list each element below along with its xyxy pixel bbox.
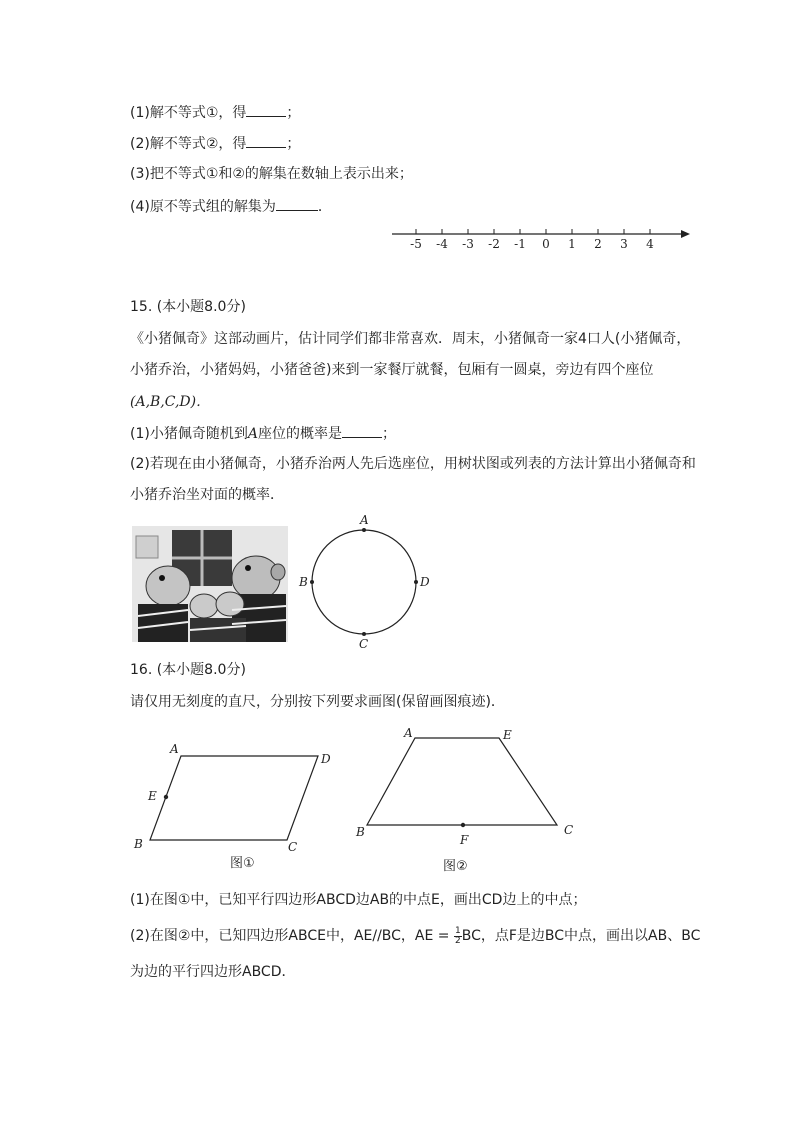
fig2-label-c: C [564, 823, 574, 837]
q15-sub1-suffix: 座位的概率是 [257, 426, 342, 442]
seat-point-b [310, 580, 314, 584]
label-c: C [359, 637, 369, 651]
number-line-tick-label: -2 [488, 237, 500, 251]
seat-circle-figure [295, 512, 455, 652]
answer-blank-q15[interactable] [342, 423, 382, 438]
number-line-arrow [681, 230, 690, 238]
answer-blank-2[interactable] [246, 133, 286, 148]
number-line-tick-label: 1 [568, 237, 576, 251]
label-b: B [299, 575, 308, 589]
q14-item-4-text: (4)原不等式组的解集为 [130, 199, 276, 215]
q15-sub1-var: A [247, 426, 258, 442]
fig1-label-e: E [148, 789, 157, 803]
q14-item-3 [130, 164, 413, 184]
q16-intro: 请仅用无刻度的直尺，分别按下列要求画图(保留画图痕迹)． [130, 694, 505, 710]
fig2-label-e: E [503, 728, 512, 742]
number-line-tick-label: 0 [542, 237, 550, 251]
midpoint-e [164, 795, 168, 799]
fig1-caption: 图① [230, 856, 255, 871]
q14-item-4 [130, 196, 332, 217]
q16-sub2-line-2: 为边的平行四边形ABCD． [130, 964, 296, 980]
fig1-label-b: B [134, 837, 143, 851]
fig1-label-c: C [288, 840, 298, 854]
q14-item-1 [130, 102, 300, 123]
q15-para-line-2: 小猪乔治，小猪妈妈，小猪爸爸)来到一家餐厅就餐，包厢有一圆桌，旁边有四个座位 [130, 362, 654, 378]
q14-item-1-text: (1)解不等式①，得 [130, 105, 247, 121]
q14-item-2 [130, 133, 300, 154]
fig2-label-f: F [460, 833, 469, 847]
q15-sub1-text: (1)小猪佩奇随机到 [130, 426, 248, 442]
q14-item-4-suffix: ． [317, 199, 332, 215]
q14-item-2-text: (2)解不等式②，得 [130, 136, 247, 152]
number-line-tick-label: -3 [462, 237, 474, 251]
seat-point-c [362, 632, 366, 636]
figure-2-trapezoid [352, 724, 592, 874]
fig2-caption: 图② [443, 859, 468, 874]
round-table-circle [312, 530, 416, 634]
peppa-pig-family-image [132, 526, 288, 642]
q14-item-1-suffix: ； [286, 105, 301, 121]
q14-item-2-suffix: ； [286, 136, 301, 152]
fig2-label-a: A [404, 726, 413, 740]
seat-point-d [414, 580, 418, 584]
parallelogram-abcd [150, 756, 318, 840]
q16-sub2-part-b: BC，点F是边BC中点，画出以AB、BC [461, 928, 701, 944]
q16-sub1: (1)在图①中，已知平行四边形ABCD边AB的中点E，画出CD边上的中点； [130, 892, 587, 908]
fig1-label-d: D [321, 752, 331, 766]
label-d: D [420, 575, 430, 589]
q15-sub2-line-1: (2)若现在由小猪佩奇，小猪乔治两人先后选座位，用树状图或列表的方法计算出小猪佩奇和 [130, 456, 696, 472]
fig2-label-b: B [356, 825, 365, 839]
q14-item-3-text: (3)把不等式①和②的解集在数轴上表示出来； [130, 166, 413, 182]
number-line-tick-label: -4 [436, 237, 448, 251]
q15-para-line-1: 《小猪佩奇》这部动画片，估计同学们都非常喜欢．周末，小猪佩奇一家4口人(小猪佩奇， [130, 331, 691, 347]
answer-blank-4[interactable] [276, 196, 318, 211]
fraction-one-half [454, 927, 462, 946]
q15-seats: (A,B,C,D)． [130, 394, 211, 410]
fraction-denominator: 2 [455, 935, 461, 946]
q16-header: 16. (本小题8.0分) [130, 662, 246, 678]
number-line-tick-label: -1 [514, 237, 526, 251]
number-line-tick-label: -5 [410, 237, 422, 251]
q15-sub1 [130, 423, 396, 444]
seat-point-a [362, 528, 366, 532]
q16-sub2-line-1 [130, 926, 700, 946]
figure-1-parallelogram [128, 738, 348, 878]
fig1-label-a: A [170, 742, 179, 756]
answer-blank-1[interactable] [246, 102, 286, 117]
q15-sub1-end: ； [381, 426, 396, 442]
number-line-tick-label: 4 [646, 237, 654, 251]
q15-header: 15. (本小题8.0分) [130, 299, 246, 315]
q16-sub2-part-a: (2)在图②中，已知四边形ABCE中，AE//BC，AE = [130, 928, 450, 944]
midpoint-f [461, 823, 465, 827]
q15-sub2-line-2: 小猪乔治坐对面的概率． [130, 487, 284, 503]
label-a: A [360, 513, 369, 527]
number-line-tick-label: 3 [620, 237, 628, 251]
number-line-tick-label: 2 [594, 237, 602, 251]
fraction-numerator: 1 [455, 925, 461, 936]
quadrilateral-abce [367, 738, 557, 825]
